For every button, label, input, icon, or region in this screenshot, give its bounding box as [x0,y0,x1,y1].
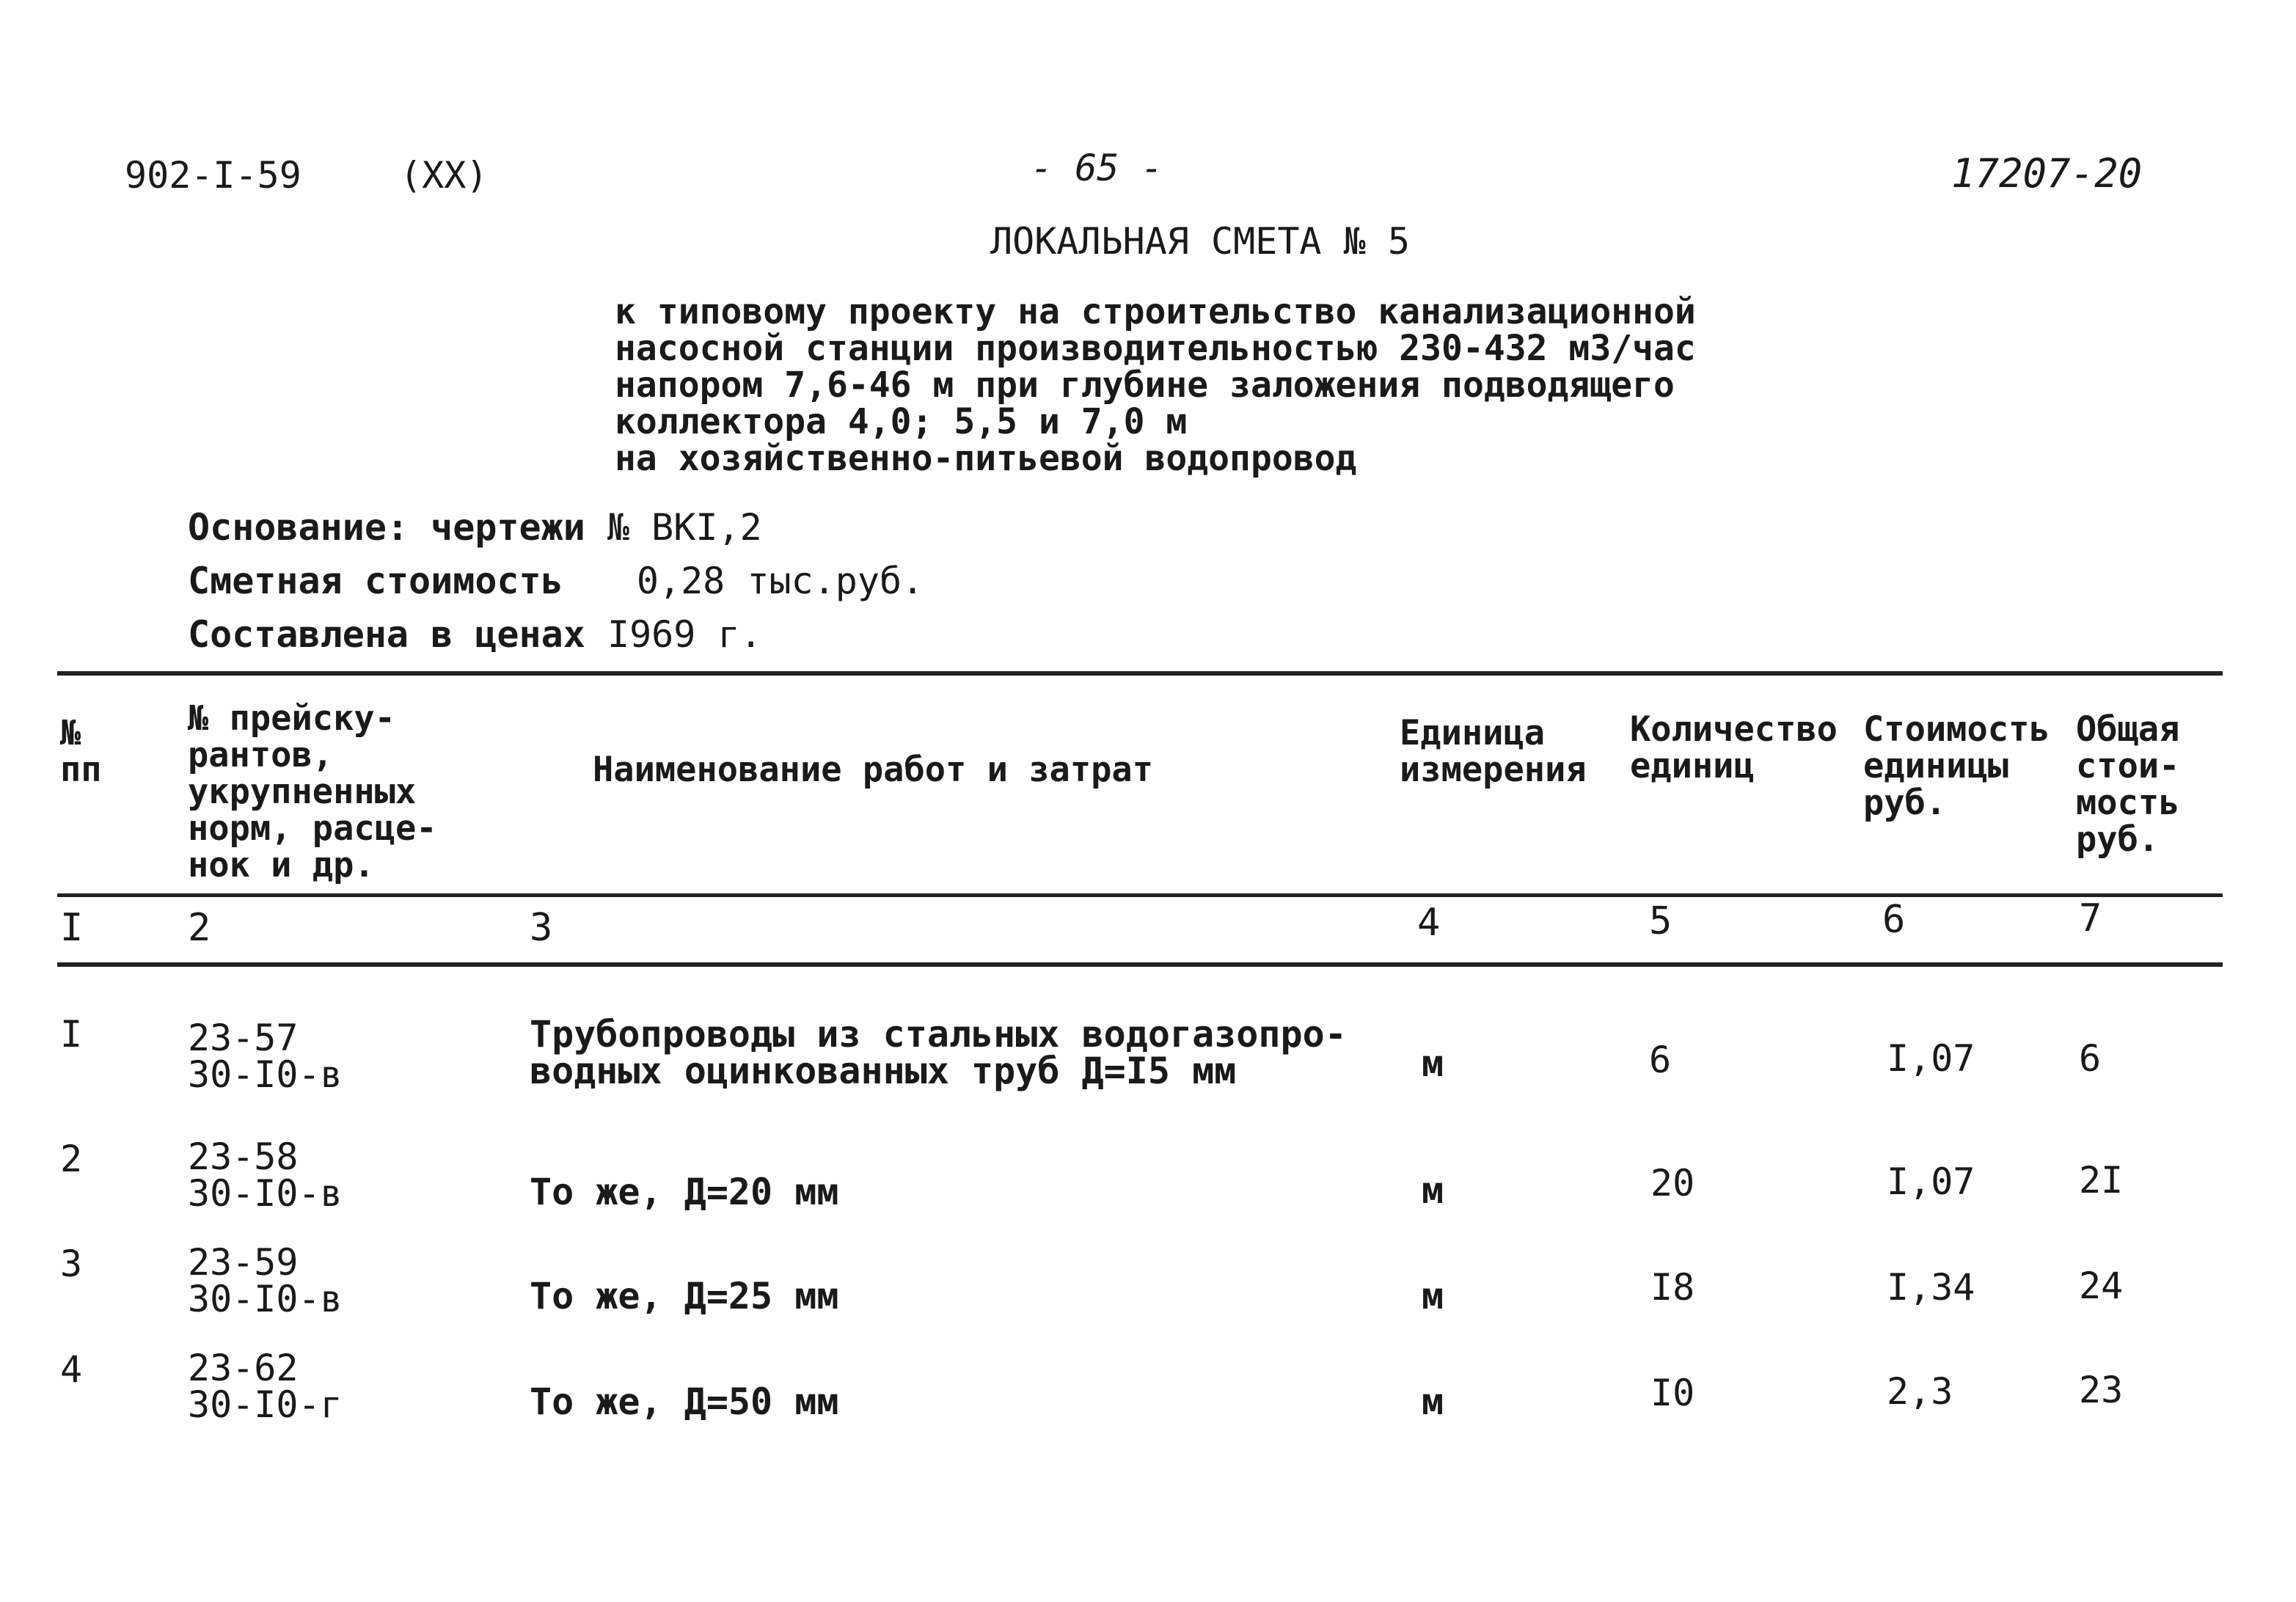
basis-label: Основание: чертежи [188,506,585,549]
work-name: Трубопроводы из стальных водогазопро- водных оцинкованных труб Д=I5 мм [530,1013,1347,1092]
column-number: 5 [1649,899,1672,943]
total-cost: 23 [2079,1369,2124,1411]
header-col-5: Количество единиц [1630,709,1838,786]
work-name: То же, Д=20 мм [530,1171,839,1213]
price-ref: 23-57 30-I0-в [188,1017,343,1096]
basis-line [188,506,762,549]
quantity: I0 [1650,1372,1695,1414]
row-number: 4 [60,1348,83,1391]
quantity: I8 [1650,1266,1695,1309]
header-col-6: Стоимость единицы руб. [1863,709,2050,823]
subject-line: коллектора 4,0; 5,5 и 7,0 м [615,401,1188,442]
quantity: 20 [1650,1162,1695,1204]
basis-value: № ВКI,2 [607,506,762,549]
unit-price: I,34 [1887,1266,1975,1309]
row-number: 2 [60,1138,83,1180]
subject-block [615,293,1696,477]
page-number: - 65 - [1031,147,1163,189]
project-code: 902-I-59 [125,154,301,197]
column-number: 3 [530,906,553,950]
column-number: 6 [1882,898,1906,942]
prices-label: Составлена в ценах [188,613,585,656]
quantity: 6 [1649,1039,1672,1081]
cost-label: Сметная стоимость [188,560,563,602]
header-col-2: № прейску- рантов, укрупненных норм, расце- нок и др. [188,698,437,885]
work-name: То же, Д=25 мм [530,1275,839,1317]
row-number: I [60,1013,83,1056]
inventory-number: 17207-20 [1951,150,2143,197]
total-cost: 2I [2079,1159,2124,1202]
table-top-rule [57,671,2223,676]
total-cost: 24 [2079,1265,2124,1307]
subject-line: насосной станции производительностью 230-432 м3/час [615,328,1696,369]
cost-value: 0,28 тыс.руб. [636,560,924,602]
unit: м [1422,1275,1444,1317]
unit: м [1422,1042,1444,1085]
album-number: (XX) [400,154,489,197]
header-col-1: № пп [60,713,102,790]
unit-price: 2,3 [1887,1370,1953,1413]
column-number: 2 [188,906,211,950]
column-number: 7 [2079,896,2102,940]
unit-price: I,07 [1887,1037,1975,1080]
cost-line [188,560,924,602]
subject-line: на хозяйственно-питьевой водопровод [615,438,1357,479]
column-number: I [60,906,84,950]
price-ref: 23-62 30-I0-г [188,1347,343,1426]
prices-line [188,613,762,656]
total-cost: 6 [2079,1037,2102,1080]
unit: м [1422,1380,1444,1423]
header-col-3: Наименование работ и затрат [593,750,1154,790]
unit: м [1422,1169,1444,1212]
document-title: ЛОКАЛЬНАЯ СМЕТА № 5 [990,220,1410,263]
work-name: То же, Д=50 мм [530,1380,839,1423]
header-col-7: Общая стои- мость руб. [2076,709,2180,860]
header-col-4: Единица измерения [1400,713,1587,790]
header-bottom-rule [57,893,2223,897]
unit-price: I,07 [1887,1160,1975,1203]
price-ref: 23-58 30-I0-в [188,1135,343,1215]
subject-line: к типовому проекту на строительство канализационной [615,291,1696,332]
column-number: 4 [1417,901,1441,945]
subject-line: напором 7,6-46 м при глубине заложения подводящего [615,365,1675,406]
price-ref: 23-59 30-I0-в [188,1241,343,1320]
prices-value: I969 г. [607,613,762,656]
column-numbers-rule [57,962,2223,967]
row-number: 3 [60,1243,83,1285]
